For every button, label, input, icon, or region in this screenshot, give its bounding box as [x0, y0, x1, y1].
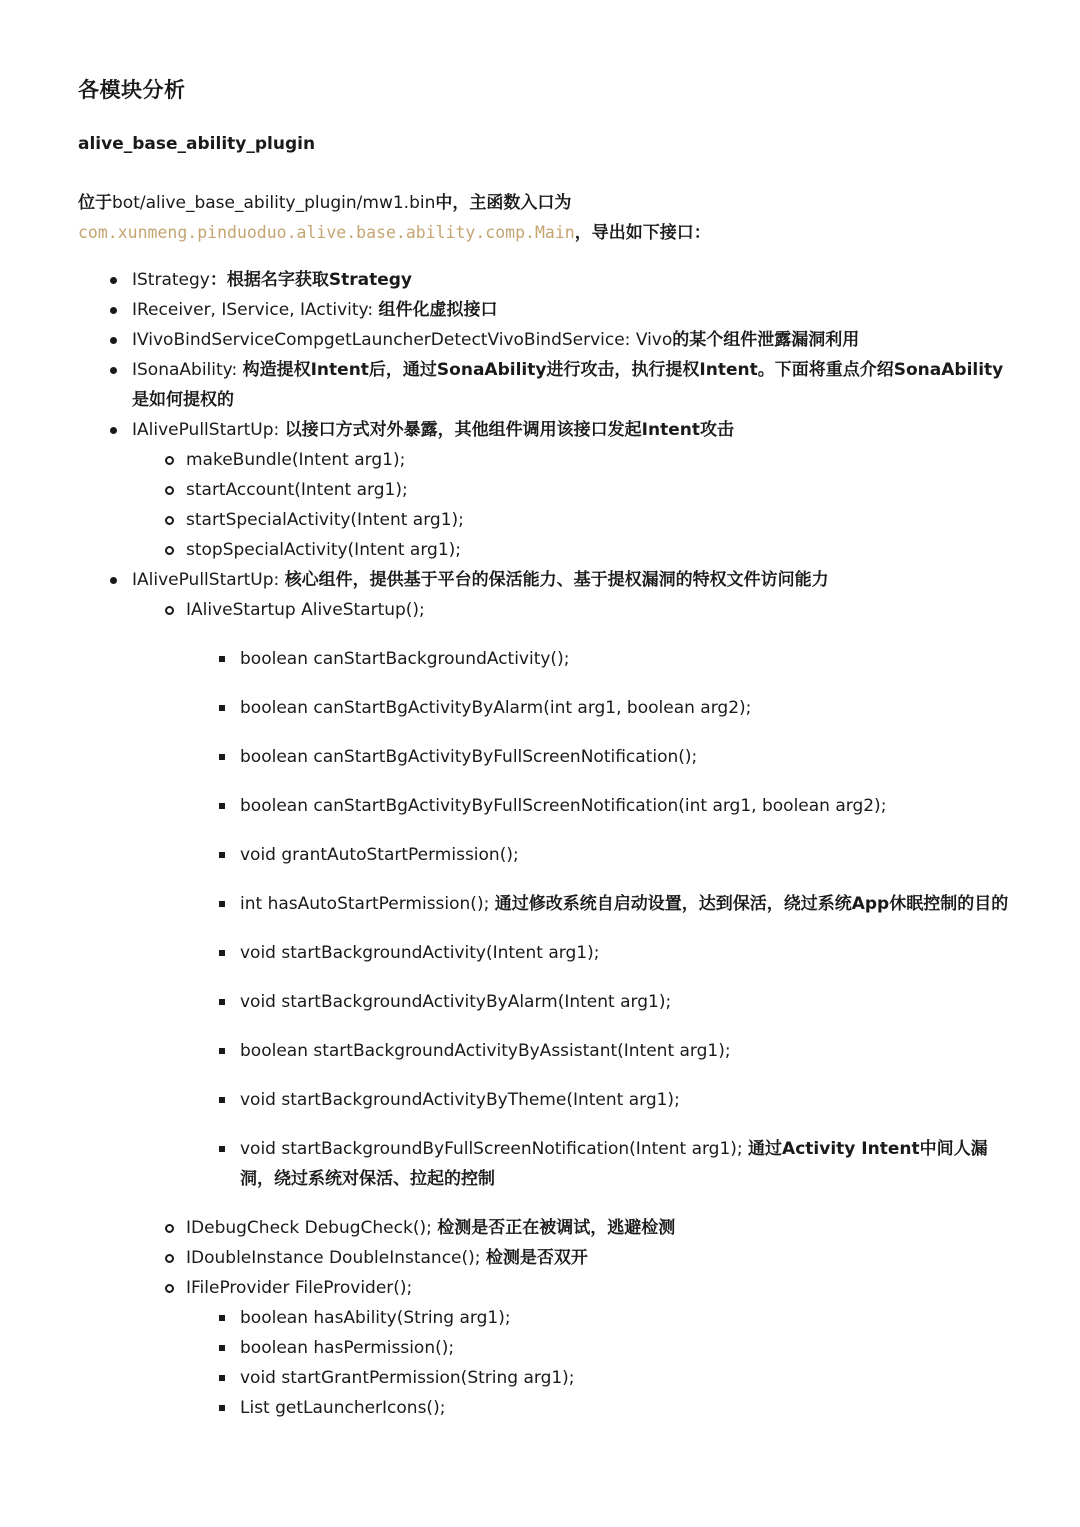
alive-startup-methods: [186, 644, 1010, 1194]
list-item: makeBundle(Intent arg1);: [132, 445, 1010, 475]
list-item: IDebugCheck DebugCheck(); 检测是否正在被调试，逃避检测: [132, 1213, 1010, 1243]
list-item: void grantAutoStartPermission();: [186, 840, 1010, 870]
list-item: void startBackgroundActivity(Intent arg1);: [186, 938, 1010, 968]
intro-text-1: 位于: [78, 193, 112, 213]
list-item: IVivoBindServiceCompgetLauncherDetectVivoBindService: Vivo的某个组件泄露漏洞利用: [110, 325, 1010, 355]
intro-paragraph: [78, 188, 1008, 248]
list-item: boolean canStartBgActivityByAlarm(int arg1, boolean arg2);: [186, 693, 1010, 723]
pull-startup-methods: [132, 445, 1010, 565]
main-class-code: com.xunmeng.pinduoduo.alive.base.ability.comp.Main: [78, 223, 575, 242]
list-item: void startBackgroundByFullScreenNotification(Intent arg1); 通过Activity Intent中间人漏洞，绕过系统对保活、拉起的控制: [186, 1134, 1010, 1194]
section-heading: 各模块分析: [78, 78, 186, 102]
file-provider-methods: [186, 1303, 1010, 1423]
list-item: boolean hasAbility(String arg1);: [186, 1303, 1010, 1333]
list-item: void startBackgroundActivityByAlarm(Intent arg1);: [186, 987, 1010, 1017]
list-item: void startBackgroundActivityByTheme(Intent arg1);: [186, 1085, 1010, 1115]
list-item: boolean canStartBgActivityByFullScreenNotification();: [186, 742, 1010, 772]
list-item: IFileProvider FileProvider(); boolean hasAbility(String arg1); boolean hasPermission(); void startGrantPermission(String arg1); List getLauncherIcons();: [132, 1273, 1010, 1423]
list-item: startSpecialActivity(Intent arg1);: [132, 505, 1010, 535]
list-item: IAlivePullStartUp: 核心组件，提供基于平台的保活能力、基于提权漏洞的特权文件访问能力 IAliveStartup AliveStartup(); boolean canStartBackgroundActivity(); boolean canStartBgActivityByAlarm(int arg1, boolean arg2); boolean canStartBgActivityByFullScreenNotification(); boolean canStartBgActivityByFullScreenNotification(int arg1, boolean arg2); void grantAutoStartPermission(); int hasAutoStartPermission(); 通过修改系统自启动设置，达到保活，绕过系统App休眠控制的目的 void startBackgroundActivity(Intent arg1); void startBackgroundActivityByAlarm(Intent arg1); boolean startBackgroundActivityByAssistant(Intent arg1); void startBackgroundActivityByTheme(Intent arg1); void startBackgroundByFullScreenNotification(Intent arg1); 通过Activity Intent中间人漏洞，绕过系统对保活、拉起的控制 IDebugCheck DebugCheck(); 检测是否正在被调试，逃避检测 IDoubleInstance DoubleInstance(); 检测是否双开 IFileProvider FileProvider(); boolean hasAbility(String arg1); boolean hasPermission(); void startGrantPermission(String arg1); List getLauncherIcons();: [110, 565, 1010, 1423]
core-component-list: [132, 595, 1010, 1423]
list-item: IAliveStartup AliveStartup(); boolean canStartBackgroundActivity(); boolean canStartBgActivityByAlarm(int arg1, boolean arg2); boolean canStartBgActivityByFullScreenNotification(); boolean canStartBgActivityByFullScreenNotification(int arg1, boolean arg2); void grantAutoStartPermission(); int hasAutoStartPermission(); 通过修改系统自启动设置，达到保活，绕过系统App休眠控制的目的 void startBackgroundActivity(Intent arg1); void startBackgroundActivityByAlarm(Intent arg1); boolean startBackgroundActivityByAssistant(Intent arg1); void startBackgroundActivityByTheme(Intent arg1); void startBackgroundByFullScreenNotification(Intent arg1); 通过Activity Intent中间人漏洞，绕过系统对保活、拉起的控制: [132, 595, 1010, 1194]
interface-list: [110, 265, 1010, 1423]
intro-path: bot/alive_base_ability_plugin/mw1.bin: [112, 193, 436, 213]
list-item: void startGrantPermission(String arg1);: [186, 1363, 1010, 1393]
list-item: stopSpecialActivity(Intent arg1);: [132, 535, 1010, 565]
list-item: boolean canStartBgActivityByFullScreenNotification(int arg1, boolean arg2);: [186, 791, 1010, 821]
list-item: startAccount(Intent arg1);: [132, 475, 1010, 505]
list-item: IReceiver, IService, IActivity: 组件化虚拟接口: [110, 295, 1010, 325]
plugin-subheading: alive_base_ability_plugin: [78, 134, 316, 154]
list-item: IStrategy：根据名字获取Strategy: [110, 265, 1010, 295]
list-item: ISonaAbility: 构造提权Intent后，通过SonaAbility进行攻击，执行提权Intent。下面将重点介绍SonaAbility是如何提权的: [110, 355, 1010, 415]
intro-text-2: 中，主函数入口为: [435, 193, 572, 213]
list-item: boolean canStartBackgroundActivity();: [186, 644, 1010, 674]
list-item: IDoubleInstance DoubleInstance(); 检测是否双开: [132, 1243, 1010, 1273]
list-item: boolean startBackgroundActivityByAssistant(Intent arg1);: [186, 1036, 1010, 1066]
intro-text-3: ，导出如下接口：: [574, 223, 711, 243]
list-item: boolean hasPermission();: [186, 1333, 1010, 1363]
list-item: int hasAutoStartPermission(); 通过修改系统自启动设置，达到保活，绕过系统App休眠控制的目的: [186, 889, 1010, 919]
list-item: IAlivePullStartUp: 以接口方式对外暴露，其他组件调用该接口发起Intent攻击 makeBundle(Intent arg1); startAccount(Intent arg1); startSpecialActivity(Intent arg1); stopSpecialActivity(Intent arg1);: [110, 415, 1010, 565]
list-item: List getLauncherIcons();: [186, 1393, 1010, 1423]
